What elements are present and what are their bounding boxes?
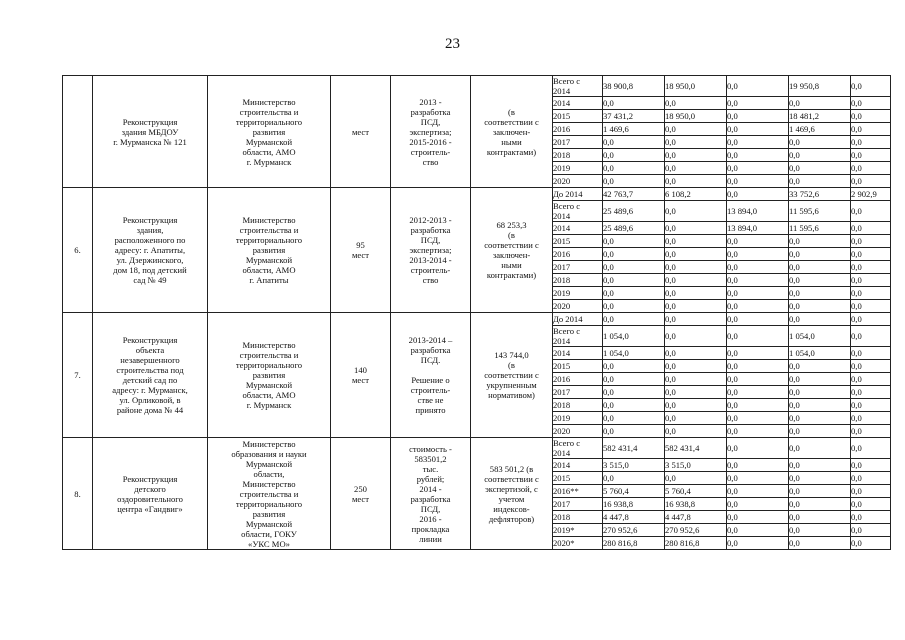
value-total: 582 431,4 [603, 438, 665, 459]
year-cell: 2016 [553, 248, 603, 261]
value-local: 0,0 [789, 485, 851, 498]
value-regional: 18 950,0 [665, 110, 727, 123]
value-local: 0,0 [789, 300, 851, 313]
value-local: 0,0 [789, 97, 851, 110]
value-other: 0,0 [851, 386, 891, 399]
value-total: 16 938,8 [603, 498, 665, 511]
value-federal: 0,0 [727, 274, 789, 287]
value-other: 0,0 [851, 175, 891, 188]
value-federal: 0,0 [727, 313, 789, 326]
year-cell: Всего с 2014 [553, 326, 603, 347]
capacity: 250 мест [331, 438, 391, 550]
value-local: 0,0 [789, 438, 851, 459]
value-total: 25 489,6 [603, 222, 665, 235]
value-total: 0,0 [603, 235, 665, 248]
value-regional: 6 108,2 [665, 188, 727, 201]
value-local: 1 469,6 [789, 123, 851, 136]
capacity: мест [331, 76, 391, 188]
value-other: 2 902,9 [851, 188, 891, 201]
value-other: 0,0 [851, 425, 891, 438]
year-cell: 2019 [553, 412, 603, 425]
value-federal: 0,0 [727, 162, 789, 175]
value-regional: 0,0 [665, 201, 727, 222]
year-cell: 2016 [553, 123, 603, 136]
value-regional: 0,0 [665, 360, 727, 373]
period: 2012-2013 - разработка ПСД, экспертиза; 2013-2014 - строитель- ство [391, 188, 471, 313]
table-row [63, 313, 891, 326]
value-other: 0,0 [851, 222, 891, 235]
value-local: 0,0 [789, 399, 851, 412]
value-total: 1 054,0 [603, 326, 665, 347]
value-local: 0,0 [789, 472, 851, 485]
value-federal: 0,0 [727, 386, 789, 399]
value-other: 0,0 [851, 300, 891, 313]
year-cell: 2016** [553, 485, 603, 498]
value-local: 0,0 [789, 537, 851, 550]
value-regional: 0,0 [665, 149, 727, 162]
year-cell: 2015 [553, 472, 603, 485]
value-other: 0,0 [851, 201, 891, 222]
value-total: 0,0 [603, 287, 665, 300]
value-other: 0,0 [851, 485, 891, 498]
value-total: 4 447,8 [603, 511, 665, 524]
value-federal: 0,0 [727, 373, 789, 386]
value-other: 0,0 [851, 537, 891, 550]
value-total: 0,0 [603, 136, 665, 149]
value-total: 1 054,0 [603, 347, 665, 360]
value-other: 0,0 [851, 399, 891, 412]
value-regional: 0,0 [665, 175, 727, 188]
value-local: 0,0 [789, 149, 851, 162]
value-federal: 0,0 [727, 412, 789, 425]
year-cell: 2018 [553, 399, 603, 412]
year-cell: 2015 [553, 110, 603, 123]
object-name: Реконструкция здания МБДОУ г. Мурманска № 121 [93, 76, 208, 188]
value-local: 11 595,6 [789, 222, 851, 235]
year-cell: 2018 [553, 149, 603, 162]
table-row [63, 188, 891, 201]
year-cell: 2019 [553, 162, 603, 175]
value-local: 0,0 [789, 175, 851, 188]
value-regional: 280 816,8 [665, 537, 727, 550]
page-number: 23 [445, 36, 460, 52]
value-federal: 0,0 [727, 175, 789, 188]
value-regional: 0,0 [665, 386, 727, 399]
row-number: 6. [63, 188, 93, 313]
year-cell: Всего с 2014 [553, 438, 603, 459]
value-regional: 0,0 [665, 248, 727, 261]
total-cost: 68 253,3 (в соответствии с заключен- ными контрактами) [471, 188, 553, 313]
value-federal: 0,0 [727, 498, 789, 511]
value-other: 0,0 [851, 110, 891, 123]
period: стоимость - 583501,2 тыс. рублей; 2014 - разработка ПСД, 2016 - прокладка линии [391, 438, 471, 550]
value-regional: 0,0 [665, 326, 727, 347]
value-other: 0,0 [851, 97, 891, 110]
value-federal: 0,0 [727, 188, 789, 201]
value-total: 0,0 [603, 261, 665, 274]
value-other: 0,0 [851, 326, 891, 347]
value-local: 0,0 [789, 412, 851, 425]
year-cell: 2018 [553, 274, 603, 287]
value-federal: 0,0 [727, 149, 789, 162]
value-total: 0,0 [603, 313, 665, 326]
value-other: 0,0 [851, 123, 891, 136]
period: 2013 - разработка ПСД, экспертиза; 2015-2016 - строитель- ство [391, 76, 471, 188]
value-federal: 0,0 [727, 438, 789, 459]
value-other: 0,0 [851, 149, 891, 162]
value-total: 42 763,7 [603, 188, 665, 201]
table-row [63, 438, 891, 459]
year-cell: 2015 [553, 235, 603, 248]
value-other: 0,0 [851, 287, 891, 300]
year-cell: Всего с 2014 [553, 201, 603, 222]
value-federal: 0,0 [727, 537, 789, 550]
year-cell: 2017 [553, 386, 603, 399]
value-regional: 0,0 [665, 347, 727, 360]
period: 2013-2014 – разработка ПСД. Решение о строитель- стве не принято [391, 313, 471, 438]
value-total: 0,0 [603, 472, 665, 485]
value-local: 0,0 [789, 235, 851, 248]
value-other: 0,0 [851, 412, 891, 425]
value-federal: 0,0 [727, 76, 789, 97]
value-regional: 0,0 [665, 235, 727, 248]
value-regional: 0,0 [665, 313, 727, 326]
value-regional: 0,0 [665, 261, 727, 274]
year-cell: 2018 [553, 511, 603, 524]
value-regional: 582 431,4 [665, 438, 727, 459]
value-local: 0,0 [789, 511, 851, 524]
value-local: 0,0 [789, 313, 851, 326]
value-total: 280 816,8 [603, 537, 665, 550]
value-other: 0,0 [851, 261, 891, 274]
value-federal: 13 894,0 [727, 201, 789, 222]
value-federal: 13 894,0 [727, 222, 789, 235]
value-total: 0,0 [603, 175, 665, 188]
value-regional: 0,0 [665, 287, 727, 300]
value-total: 0,0 [603, 248, 665, 261]
value-regional: 4 447,8 [665, 511, 727, 524]
value-regional: 18 950,0 [665, 76, 727, 97]
value-regional: 3 515,0 [665, 459, 727, 472]
value-federal: 0,0 [727, 472, 789, 485]
total-cost: (в соответствии с заключен- ными контрактами) [471, 76, 553, 188]
value-regional: 0,0 [665, 97, 727, 110]
value-federal: 0,0 [727, 511, 789, 524]
value-other: 0,0 [851, 76, 891, 97]
year-cell: 2017 [553, 136, 603, 149]
value-regional: 0,0 [665, 399, 727, 412]
row-number [63, 76, 93, 188]
total-cost: 583 501,2 (в соответствии с экспертизой, с учетом индексов- дефляторов) [471, 438, 553, 550]
value-regional: 0,0 [665, 300, 727, 313]
value-federal: 0,0 [727, 485, 789, 498]
year-cell: 2014 [553, 222, 603, 235]
value-total: 0,0 [603, 97, 665, 110]
year-cell: 2019 [553, 287, 603, 300]
value-other: 0,0 [851, 235, 891, 248]
value-total: 1 469,6 [603, 123, 665, 136]
value-regional: 0,0 [665, 274, 727, 287]
value-regional: 0,0 [665, 425, 727, 438]
value-federal: 0,0 [727, 347, 789, 360]
value-regional: 16 938,8 [665, 498, 727, 511]
value-federal: 0,0 [727, 235, 789, 248]
value-local: 0,0 [789, 373, 851, 386]
value-total: 0,0 [603, 386, 665, 399]
value-other: 0,0 [851, 459, 891, 472]
executor: Министерство строительства и территориального развития Мурманской области, АМО г. Мурманск [208, 313, 331, 438]
value-total: 0,0 [603, 373, 665, 386]
year-cell: 2020 [553, 300, 603, 313]
value-other: 0,0 [851, 438, 891, 459]
row-number: 7. [63, 313, 93, 438]
value-federal: 0,0 [727, 110, 789, 123]
year-cell: 2020 [553, 175, 603, 188]
executor: Министерство строительства и территориального развития Мурманской области, АМО г. Апатиты [208, 188, 331, 313]
table-row [63, 76, 891, 97]
value-other: 0,0 [851, 347, 891, 360]
value-federal: 0,0 [727, 326, 789, 347]
value-regional: 0,0 [665, 136, 727, 149]
object-name: Реконструкция детского оздоровительного центра «Гандвиг» [93, 438, 208, 550]
year-cell: 2019* [553, 524, 603, 537]
value-total: 3 515,0 [603, 459, 665, 472]
capacity: 95 мест [331, 188, 391, 313]
total-cost: 143 744,0 (в соответствии с укрупненным нормативом) [471, 313, 553, 438]
value-local: 1 054,0 [789, 347, 851, 360]
value-local: 0,0 [789, 459, 851, 472]
year-cell: 2020 [553, 425, 603, 438]
value-local: 0,0 [789, 248, 851, 261]
value-other: 0,0 [851, 136, 891, 149]
value-other: 0,0 [851, 248, 891, 261]
value-local: 0,0 [789, 136, 851, 149]
value-other: 0,0 [851, 498, 891, 511]
year-cell: 2014 [553, 97, 603, 110]
value-federal: 0,0 [727, 248, 789, 261]
value-regional: 0,0 [665, 162, 727, 175]
value-total: 0,0 [603, 399, 665, 412]
year-cell: До 2014 [553, 313, 603, 326]
value-federal: 0,0 [727, 425, 789, 438]
value-other: 0,0 [851, 511, 891, 524]
value-federal: 0,0 [727, 261, 789, 274]
value-total: 0,0 [603, 274, 665, 287]
value-regional: 0,0 [665, 373, 727, 386]
value-total: 38 900,8 [603, 76, 665, 97]
value-total: 0,0 [603, 149, 665, 162]
value-federal: 0,0 [727, 136, 789, 149]
value-total: 37 431,2 [603, 110, 665, 123]
value-regional: 0,0 [665, 472, 727, 485]
value-local: 33 752,6 [789, 188, 851, 201]
value-federal: 0,0 [727, 300, 789, 313]
value-local: 11 595,6 [789, 201, 851, 222]
value-regional: 5 760,4 [665, 485, 727, 498]
year-cell: Всего с 2014 [553, 76, 603, 97]
value-total: 0,0 [603, 425, 665, 438]
value-other: 0,0 [851, 274, 891, 287]
executor: Министерство образования и науки Мурманской области, Министерство строительства и территориального развития Мурманской области, ГОКУ «УКС МО» [208, 438, 331, 550]
object-name: Реконструкция объекта незавершенного строительства под детский сад по адресу: г. Мурманск, ул. Орликовой, в районе дома № 44 [93, 313, 208, 438]
capacity: 140 мест [331, 313, 391, 438]
value-local: 0,0 [789, 524, 851, 537]
year-cell: 2014 [553, 347, 603, 360]
value-local: 19 950,8 [789, 76, 851, 97]
value-federal: 0,0 [727, 360, 789, 373]
value-total: 25 489,6 [603, 201, 665, 222]
value-other: 0,0 [851, 313, 891, 326]
value-local: 0,0 [789, 360, 851, 373]
value-local: 0,0 [789, 386, 851, 399]
value-total: 0,0 [603, 162, 665, 175]
value-other: 0,0 [851, 162, 891, 175]
value-local: 0,0 [789, 498, 851, 511]
value-total: 0,0 [603, 412, 665, 425]
program-table [62, 75, 891, 550]
value-federal: 0,0 [727, 399, 789, 412]
value-federal: 0,0 [727, 97, 789, 110]
value-regional: 0,0 [665, 412, 727, 425]
value-federal: 0,0 [727, 459, 789, 472]
value-total: 0,0 [603, 300, 665, 313]
value-other: 0,0 [851, 360, 891, 373]
value-regional: 270 952,6 [665, 524, 727, 537]
value-local: 0,0 [789, 274, 851, 287]
value-federal: 0,0 [727, 123, 789, 136]
value-federal: 0,0 [727, 524, 789, 537]
value-other: 0,0 [851, 373, 891, 386]
year-cell: 2020* [553, 537, 603, 550]
executor: Министерство строительства и территориального развития Мурманской области, АМО г. Мурманск [208, 76, 331, 188]
value-local: 18 481,2 [789, 110, 851, 123]
value-federal: 0,0 [727, 287, 789, 300]
value-local: 1 054,0 [789, 326, 851, 347]
year-cell: 2015 [553, 360, 603, 373]
value-local: 0,0 [789, 261, 851, 274]
value-regional: 0,0 [665, 222, 727, 235]
year-cell: 2016 [553, 373, 603, 386]
value-regional: 0,0 [665, 123, 727, 136]
year-cell: 2014 [553, 459, 603, 472]
value-total: 5 760,4 [603, 485, 665, 498]
value-local: 0,0 [789, 425, 851, 438]
value-total: 270 952,6 [603, 524, 665, 537]
value-total: 0,0 [603, 360, 665, 373]
value-local: 0,0 [789, 287, 851, 300]
object-name: Реконструкция здания, расположенного по адресу: г. Апатиты, ул. Дзержинского, дом 18, под детский сад № 49 [93, 188, 208, 313]
row-number: 8. [63, 438, 93, 550]
year-cell: 2017 [553, 498, 603, 511]
year-cell: 2017 [553, 261, 603, 274]
value-other: 0,0 [851, 472, 891, 485]
value-other: 0,0 [851, 524, 891, 537]
year-cell: До 2014 [553, 188, 603, 201]
value-local: 0,0 [789, 162, 851, 175]
